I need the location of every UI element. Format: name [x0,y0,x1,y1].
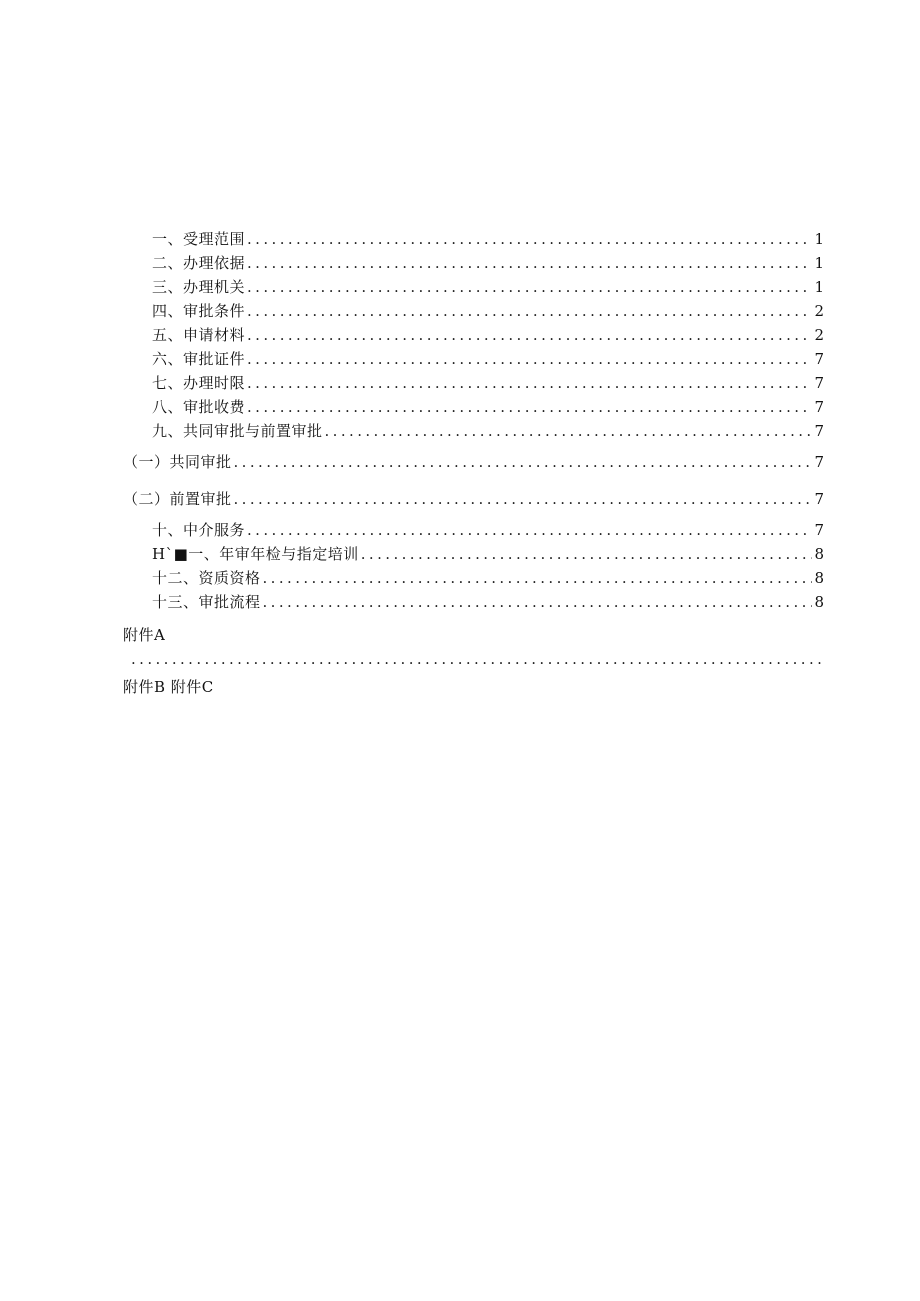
toc-entry-page: 2 [814,326,824,344]
toc-entry-page: 7 [814,374,824,392]
toc-entry[interactable] [152,372,824,394]
dot-leader [131,650,824,672]
toc-subentry[interactable] [123,488,824,510]
toc-entry[interactable] [152,543,824,565]
toc-entry-page: 7 [814,490,824,508]
toc-entry-title: 十、中介服务 [152,521,246,539]
toc-entry-title: H`■一、年审年检与指定培训 [152,545,359,563]
toc-entry-title: 二、办理依据 [152,254,246,272]
toc-entry[interactable] [152,567,824,589]
toc-entry[interactable] [152,396,824,418]
dot-leader [361,545,813,563]
toc-entry[interactable] [152,300,824,322]
toc-entry[interactable] [152,276,824,298]
toc-entry-title: 九、共同审批与前置审批 [152,422,323,440]
toc-entry-title: 十三、审批流程 [152,593,261,611]
dot-leader [247,254,812,272]
toc-entry-page: 8 [814,593,824,611]
attachment-bc-label[interactable]: 附件B 附件C [123,678,214,696]
dot-leader [247,521,812,539]
toc-entry-title: 一、受理范围 [152,230,246,248]
toc-entry[interactable] [152,324,824,346]
attachment-a-label[interactable]: 附件A [123,626,166,644]
toc-entry-page: 1 [814,230,824,248]
toc-entry-title: 六、审批证件 [152,350,246,368]
toc-entry[interactable] [152,420,824,442]
dot-leader [247,374,812,392]
dot-leader [234,490,813,508]
toc-entry-title: 十二、资质资格 [152,569,261,587]
toc-entry-page: 8 [814,545,824,563]
toc-entry[interactable] [152,591,824,613]
toc-entry-title: 七、办理时限 [152,374,246,392]
dot-leader [263,569,813,587]
toc-entry-page: 1 [814,278,824,296]
toc-entry-title: 八、审批收费 [152,398,246,416]
dot-leader [263,593,813,611]
toc-entry-title: 五、申请材料 [152,326,246,344]
toc-entry-page: 7 [814,398,824,416]
toc-entry-title: （一）共同审批 [123,453,232,471]
toc-entry[interactable] [152,519,824,541]
dot-leader [234,453,813,471]
toc-subentry[interactable] [123,451,824,473]
toc-entry-page: 2 [814,302,824,320]
toc-entry[interactable] [152,348,824,370]
toc-entry[interactable] [152,252,824,274]
toc-entry-page: 7 [814,453,824,471]
dot-leader [247,350,812,368]
toc-entry-title: 三、办理机关 [152,278,246,296]
toc-entry-page: 7 [814,422,824,440]
dot-leader [247,326,812,344]
dot-leader [325,422,813,440]
toc-entry-page: 7 [814,350,824,368]
dot-leader [247,302,812,320]
toc-entry[interactable] [152,228,824,250]
dot-leader [247,230,812,248]
toc-entry-title: 四、审批条件 [152,302,246,320]
toc-entry-page: 1 [814,254,824,272]
toc-entry-page: 7 [814,521,824,539]
toc-entry-title: （二）前置审批 [123,490,232,508]
toc-entry-page: 8 [814,569,824,587]
dot-leader [247,398,812,416]
dot-leader [247,278,812,296]
